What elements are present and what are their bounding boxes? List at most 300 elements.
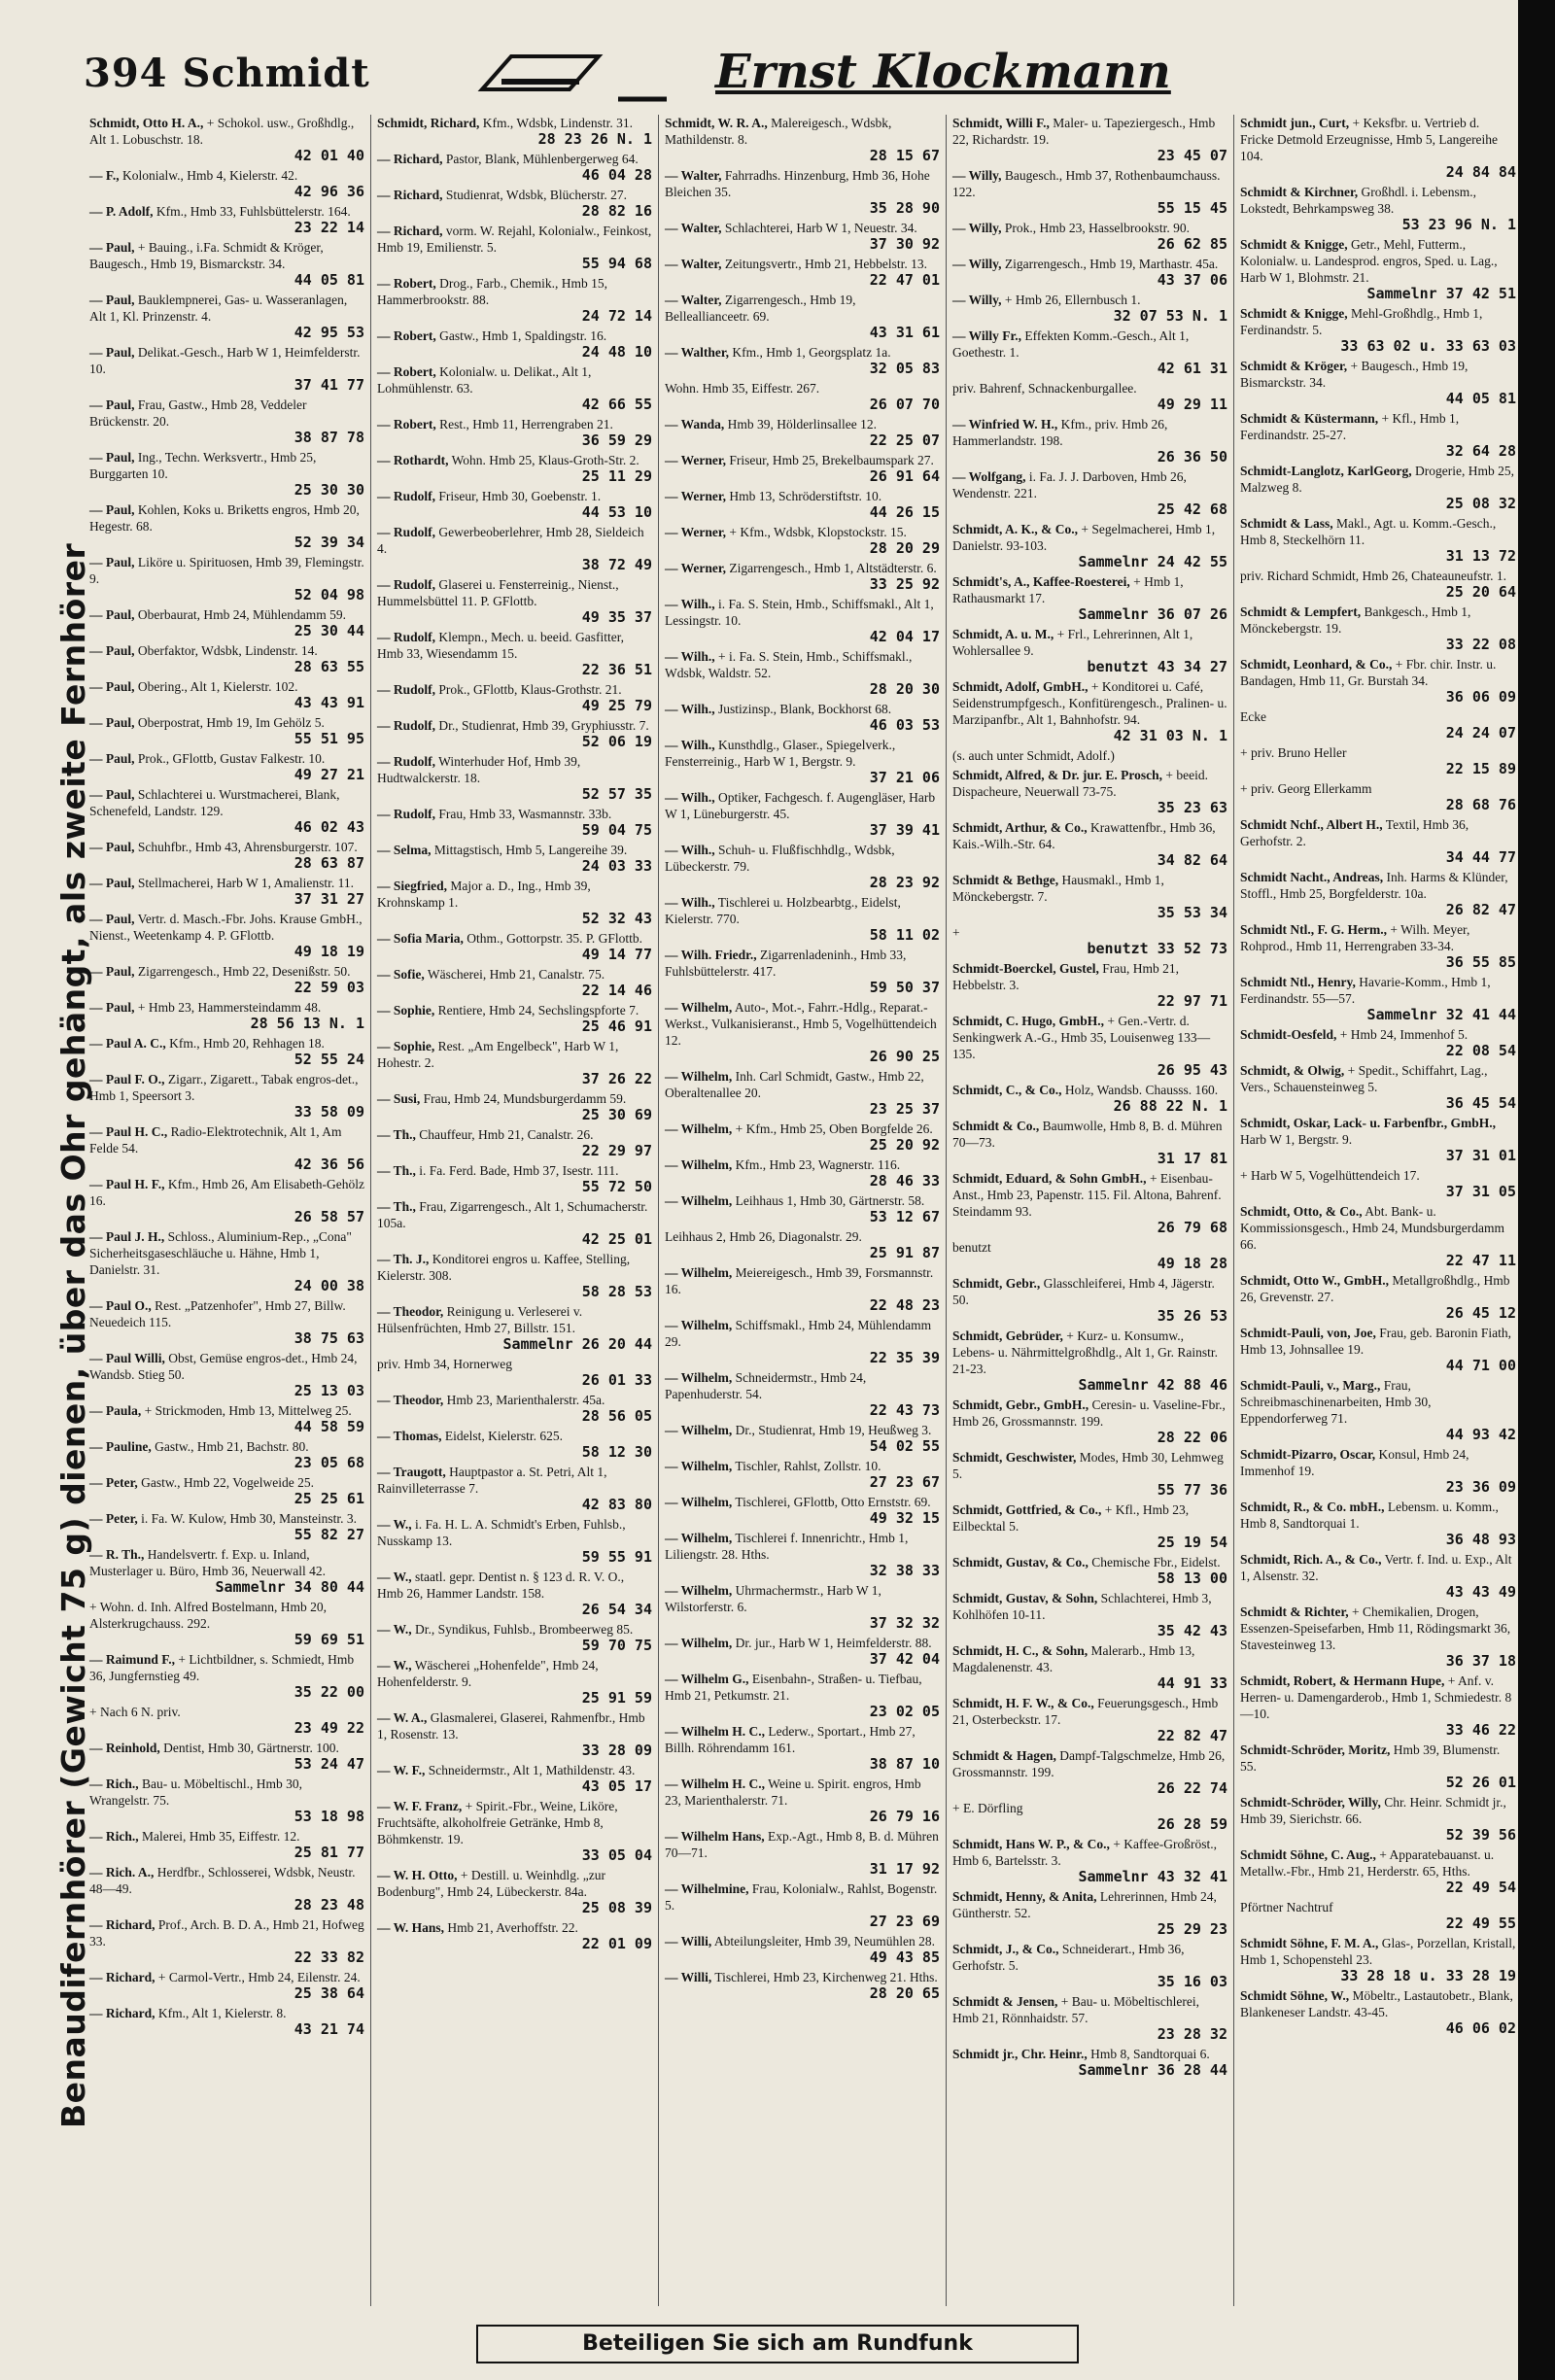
entry-phone: 44 93 42 bbox=[1445, 1426, 1516, 1443]
entry-name: — W. H. Otto, bbox=[377, 1868, 458, 1882]
directory-entry bbox=[1240, 184, 1516, 233]
entry-details: Mehl-Großhdlg., Hmb 1, Ferdinandstr. 5. bbox=[1240, 306, 1483, 337]
entry-name: — W., bbox=[377, 1622, 412, 1637]
directory-entry bbox=[377, 1198, 652, 1248]
entry-phone: 23 28 32 bbox=[1157, 2025, 1227, 2043]
entry-name: — Paul, bbox=[89, 912, 135, 926]
entry-name: — Rich., bbox=[89, 1829, 139, 1844]
entry-details: Zigarr., Zigarett., Tabak engros-det., Hmb 1, Speersort 3. bbox=[89, 1072, 359, 1103]
entry-name: — Traugott, bbox=[377, 1465, 446, 1479]
entry-details: + Spirit.-Fbr., Weine, Liköre, Fruchtsäfte, alkoholfreie Getränke, Hmb 8, Böhmkenstr. 19. bbox=[377, 1799, 618, 1846]
directory-entry bbox=[952, 1239, 1227, 1272]
entry-name: — Robert, bbox=[377, 328, 436, 343]
directory-columns bbox=[84, 115, 1522, 2306]
entry-details: + Strickmoden, Hmb 13, Mittelweg 25. bbox=[144, 1403, 352, 1418]
entry-phone: 46 02 43 bbox=[294, 818, 364, 836]
entry-name: Schmidt, Eduard, & Sohn GmbH., bbox=[952, 1171, 1147, 1186]
page-edge bbox=[1518, 0, 1555, 2380]
entry-name: Schmidt Nacht., Andreas, bbox=[1240, 870, 1384, 884]
directory-entry bbox=[89, 750, 364, 783]
entry-details: Harb W 1, Bergstr. 9. bbox=[1240, 1132, 1353, 1147]
entry-name: Schmidt, R., & Co. mbH., bbox=[1240, 1500, 1385, 1514]
directory-entry bbox=[952, 1941, 1227, 1990]
entry-name: — Peter, bbox=[89, 1475, 138, 1490]
entry-details: i. Fa. Ferd. Bade, Hmb 37, Isestr. 111. bbox=[419, 1163, 619, 1178]
entry-phone: 24 00 38 bbox=[294, 1277, 364, 1294]
entry-name: — Winfried W. H., bbox=[952, 417, 1058, 431]
entry-details: Bauklempnerei, Gas- u. Wasseranlagen, Alt 1, Kl. Prinzenstr. 4. bbox=[89, 293, 348, 324]
entry-phone: 36 45 54 bbox=[1445, 1094, 1516, 1112]
entry-name: — Wilhelm, bbox=[665, 1265, 733, 1280]
directory-entry bbox=[1240, 921, 1516, 971]
directory-entry bbox=[89, 1176, 364, 1225]
entry-details: benutzt bbox=[952, 1240, 991, 1255]
entry-phone: 25 91 59 bbox=[581, 1689, 652, 1707]
entry-details: Weine u. Spirit. engros, Hmb 23, Marienthalerstr. 71. bbox=[665, 1776, 921, 1808]
entry-name: — Paul H. C., bbox=[89, 1124, 168, 1139]
entry-phone: 33 25 92 bbox=[869, 575, 940, 593]
entry-details: Baugesch., Hmb 37, Rothenbaumchauss. 122. bbox=[952, 168, 1221, 199]
entry-name: Schmidt, Geschwister, bbox=[952, 1450, 1077, 1465]
directory-entry bbox=[665, 344, 940, 377]
entry-phone: 36 37 18 bbox=[1445, 1652, 1516, 1670]
entry-name: — Willy, bbox=[952, 221, 1002, 235]
entry-phone: 26 82 47 bbox=[1445, 901, 1516, 918]
entry-details: Schneiderart., Hmb 36, Gerhofstr. 5. bbox=[952, 1942, 1185, 1973]
entry-phone: 53 24 47 bbox=[294, 1755, 364, 1773]
entry-name: — Werner, bbox=[665, 453, 726, 467]
directory-entry bbox=[665, 560, 940, 593]
directory-entry bbox=[89, 554, 364, 604]
directory-entry bbox=[89, 1035, 364, 1068]
entry-phone: 23 22 14 bbox=[294, 219, 364, 236]
directory-entry bbox=[952, 1836, 1227, 1885]
entry-details: Herdfbr., Schlosserei, Wdsbk, Neustr. 48—49. bbox=[89, 1865, 356, 1896]
entry-details: Optiker, Fachgesch. f. Augengläser, Harb W 1, Lüneburgerstr. 45. bbox=[665, 790, 936, 821]
entry-name: Schmidt & Knigge, bbox=[1240, 237, 1348, 252]
entry-name: — Rothardt, bbox=[377, 453, 449, 467]
entry-details: Schlachterei, Hmb 3, Kohlhöfen 10-11. bbox=[952, 1591, 1212, 1622]
entry-details: + i. Fa. S. Stein, Hmb., Schiffsmakl., Wdsbk, Waldstr. 52. bbox=[665, 649, 913, 680]
entry-details: Krawattenfbr., Hmb 36, Kais.-Wilh.-Str. 64. bbox=[952, 820, 1216, 851]
directory-column bbox=[947, 115, 1234, 2306]
directory-entry bbox=[952, 115, 1227, 164]
entry-details: + Fbr. chir. Instr. u. Bandagen, Hmb 11, Gr. Burstah 34. bbox=[1240, 657, 1497, 688]
entry-name: — Wilhelm Hans, bbox=[665, 1829, 765, 1844]
entry-phone: 34 44 77 bbox=[1445, 848, 1516, 866]
entry-details: + Kurz- u. Konsumw., Lebens- u. Nährmittelgroßhdlg., Alt 1, Gr. Rainstr. 21-23. bbox=[952, 1328, 1218, 1376]
entry-phone: 28 82 16 bbox=[581, 202, 652, 220]
entry-phone: 28 63 87 bbox=[294, 854, 364, 872]
entry-name: — Werner, bbox=[665, 489, 726, 503]
entry-details: Exp.-Agt., Hmb 8, B. d. Mühren 70—71. bbox=[665, 1829, 939, 1860]
directory-entry bbox=[377, 1657, 652, 1707]
entry-details: Prok., Hmb 23, Hasselbrookstr. 90. bbox=[1004, 221, 1191, 235]
entry-details: Drog., Farb., Chemik., Hmb 15, Hammerbrookstr. 88. bbox=[377, 276, 607, 307]
entry-name: — W., bbox=[377, 1569, 412, 1584]
entry-details: Konsul, Hmb 24, Immenhof 19. bbox=[1240, 1447, 1469, 1478]
entry-details: Dentist, Hmb 30, Gärtnerstr. 100. bbox=[163, 1741, 339, 1755]
entry-name: — Walther, bbox=[665, 345, 730, 360]
entry-details: + priv. Bruno Heller bbox=[1240, 745, 1347, 760]
entry-phone: 37 31 27 bbox=[294, 890, 364, 908]
entry-details: + Nach 6 N. priv. bbox=[89, 1705, 181, 1719]
typewriter-logo-icon bbox=[472, 43, 686, 109]
entry-name: — Wilhelm, bbox=[665, 1318, 733, 1332]
entry-name: — Richard, bbox=[377, 188, 443, 202]
entry-details: i. Fa. W. Kulow, Hmb 30, Mansteinstr. 3. bbox=[141, 1511, 357, 1526]
directory-entry bbox=[89, 911, 364, 960]
entry-details: Getr., Mehl, Futterm., Kolonialw. u. Landesprod. engros, Sped. u. Lag., Harb W 1, Blohmstr. 21. bbox=[1240, 237, 1498, 285]
entry-name: — Susi, bbox=[377, 1091, 421, 1106]
directory-entry bbox=[89, 1297, 364, 1347]
entry-phone: 42 95 53 bbox=[294, 324, 364, 341]
entry-details: Rest. „Am Engelbeck", Harb W 1, Hohestr. 2. bbox=[377, 1039, 619, 1070]
entry-phone: 49 27 21 bbox=[294, 766, 364, 783]
entry-name: Schmidt, Willi F., bbox=[952, 116, 1050, 130]
entry-name: — Rudolf, bbox=[377, 577, 436, 592]
directory-entry bbox=[665, 167, 940, 217]
entry-phone: 34 82 64 bbox=[1157, 851, 1227, 869]
entry-details: Inh. Carl Schmidt, Gastw., Hmb 22, Oberaltenallee 20. bbox=[665, 1069, 924, 1100]
entry-details: Eidelst, Kielerstr. 625. bbox=[444, 1429, 564, 1443]
entry-phone: 22 82 47 bbox=[1157, 1727, 1227, 1744]
entry-name: — Wilhelm, bbox=[665, 1193, 733, 1208]
entry-phone: 28 23 92 bbox=[869, 874, 940, 891]
entry-phone: 22 36 51 bbox=[581, 661, 652, 678]
entry-details: + Apparatebauanst. u. Metallw.-Fbr., Hmb 21, Herderstr. 65, Hths. bbox=[1240, 1847, 1495, 1879]
entry-name: — Wilh., bbox=[665, 738, 715, 752]
directory-entry bbox=[665, 842, 940, 891]
entry-details: Gewerbeoberlehrer, Hmb 28, Sieldeich 4. bbox=[377, 525, 644, 556]
entry-phone: 59 04 75 bbox=[581, 821, 652, 839]
entry-details: Gastw., Hmb 1, Spaldingstr. 16. bbox=[439, 328, 607, 343]
directory-column bbox=[659, 115, 947, 2306]
entry-name: — Richard, bbox=[89, 1970, 156, 1984]
directory-entry bbox=[952, 521, 1227, 570]
directory-entry bbox=[952, 1590, 1227, 1639]
entry-phone: 23 36 09 bbox=[1445, 1478, 1516, 1496]
entry-name: — Sophie, bbox=[377, 1003, 435, 1018]
entry-details: + Destill. u. Weinhdlg. „zur Bodenburg", Hmb 24, Lübeckerstr. 84a. bbox=[377, 1868, 606, 1899]
entry-details: Chemische Fbr., Eidelst. bbox=[1091, 1555, 1221, 1569]
entry-details: Schiffsmakl., Hmb 24, Mühlendamm 29. bbox=[665, 1318, 932, 1349]
entry-details: Rest., Hmb 11, Herrengraben 21. bbox=[439, 417, 613, 431]
directory-entry bbox=[952, 872, 1227, 921]
entry-details: Lehrerinnen, Hmb 24, Güntherstr. 52. bbox=[952, 1889, 1217, 1920]
entry-phone: 22 49 54 bbox=[1445, 1879, 1516, 1896]
directory-entry bbox=[952, 1800, 1227, 1833]
directory-entry bbox=[665, 894, 940, 944]
entry-phone: 37 26 22 bbox=[581, 1070, 652, 1087]
entry-phone: 35 23 63 bbox=[1157, 799, 1227, 816]
entry-details: + Kfl., Hmb 23, Eilbecktal 5. bbox=[952, 1502, 1190, 1534]
entry-name: — W. Hans, bbox=[377, 1920, 445, 1935]
directory-entry bbox=[1240, 410, 1516, 460]
entry-phone: 25 42 68 bbox=[1157, 500, 1227, 518]
entry-name: — W. A., bbox=[377, 1710, 428, 1725]
directory-entry bbox=[1240, 604, 1516, 653]
directory-entry bbox=[89, 1651, 364, 1701]
entry-details: Hmb 23, Marienthalerstr. 45a. bbox=[446, 1393, 605, 1407]
entry-name: — Walter, bbox=[665, 221, 722, 235]
entry-phone: 25 25 61 bbox=[294, 1490, 364, 1507]
entry-phone: 26 45 12 bbox=[1445, 1304, 1516, 1322]
entry-name: — Paul, bbox=[89, 787, 135, 802]
entry-phone: 27 23 69 bbox=[869, 1913, 940, 1930]
directory-entry bbox=[952, 220, 1227, 253]
entry-details: Bankgesch., Hmb 1, Mönckebergstr. 19. bbox=[1240, 604, 1471, 636]
entry-phone: 28 15 67 bbox=[869, 147, 940, 164]
entry-name: — R. Th., bbox=[89, 1547, 145, 1562]
entry-name: Schmidt, Gebr., GmbH., bbox=[952, 1397, 1089, 1412]
entry-details: priv. Richard Schmidt, Hmb 26, Chateauneufstr. 1. bbox=[1240, 569, 1506, 583]
entry-details: Bau- u. Möbeltischl., Hmb 30, Wrangelstr. 75. bbox=[89, 1776, 302, 1808]
directory-entry bbox=[952, 167, 1227, 217]
directory-entry bbox=[1240, 1203, 1516, 1269]
entry-phone: 59 69 51 bbox=[294, 1631, 364, 1648]
entry-name: Schmidt Nchf., Albert H., bbox=[1240, 817, 1383, 832]
directory-entry bbox=[952, 1082, 1227, 1115]
entry-phone: 22 35 39 bbox=[869, 1349, 940, 1366]
directory-entry bbox=[1240, 816, 1516, 866]
entry-name: — Raimund F., bbox=[89, 1652, 176, 1667]
entry-details: Leihhaus 1, Hmb 30, Gärtnerstr. 58. bbox=[735, 1193, 925, 1208]
directory-entry bbox=[377, 1569, 652, 1618]
entry-name: — Willy, bbox=[952, 293, 1002, 307]
entry-details: Zigarrengesch., Hmb 19, Belleallianceetr. 69. bbox=[665, 293, 856, 324]
entry-phone: 55 51 95 bbox=[294, 730, 364, 747]
entry-phone: 33 22 08 bbox=[1445, 636, 1516, 653]
entry-phone: 46 04 28 bbox=[581, 166, 652, 184]
directory-entry bbox=[89, 397, 364, 446]
entry-details: Rest. „Patzenhofer", Hmb 27, Billw. Neuedeich 115. bbox=[89, 1298, 346, 1329]
directory-entry bbox=[89, 1916, 364, 1966]
entry-phone: 43 31 61 bbox=[869, 324, 940, 341]
directory-entry bbox=[665, 1422, 940, 1455]
directory-entry bbox=[377, 1798, 652, 1864]
directory-entry bbox=[377, 416, 652, 449]
entry-name: — Paul, bbox=[89, 293, 135, 307]
directory-entry bbox=[665, 115, 940, 164]
entry-phone: 55 15 45 bbox=[1157, 199, 1227, 217]
entry-details: Metallgroßhdlg., Hmb 26, Grevenstr. 27. bbox=[1240, 1273, 1510, 1304]
entry-name: — Willy, bbox=[952, 257, 1002, 271]
entry-details: + Hmb 26, Ellernbusch 1. bbox=[1004, 293, 1141, 307]
directory-entry bbox=[665, 1494, 940, 1527]
entry-name: — Wilhelm, bbox=[665, 1583, 733, 1598]
entry-details: Fahrradhs. Hinzenburg, Hmb 36, Hohe Bleichen 35. bbox=[665, 168, 930, 199]
entry-details: (s. auch unter Schmidt, Adolf.) bbox=[952, 748, 1115, 763]
entry-name: — Paul, bbox=[89, 876, 135, 890]
entry-phone: 23 49 22 bbox=[294, 1719, 364, 1737]
entry-phone: 33 28 18 u. 33 28 19 bbox=[1340, 1967, 1516, 1984]
entry-details: Kfm., Hmb 26, Am Elisabeth-Gehölz 16. bbox=[89, 1177, 364, 1208]
entry-phone: 49 25 79 bbox=[581, 697, 652, 714]
directory-entry bbox=[377, 1090, 652, 1123]
entry-details: Zigarrengesch., Hmb 22, Desenißstr. 50. bbox=[137, 964, 351, 979]
entry-name: — Paul A. C., bbox=[89, 1036, 166, 1051]
entry-name: — Wilhelm, bbox=[665, 1069, 733, 1084]
entry-details: + Carmol-Vertr., Hmb 24, Eilenstr. 24. bbox=[157, 1970, 361, 1984]
entry-name: — Wilhelm H. C., bbox=[665, 1776, 766, 1791]
entry-details: i. Fa. H. L. A. Schmidt's Erben, Fuhlsb., Nusskamp 13. bbox=[377, 1517, 626, 1548]
entry-name: — Paula, bbox=[89, 1403, 142, 1418]
directory-entry bbox=[952, 1501, 1227, 1551]
entry-name: Schmidt, Hans W. P., & Co., bbox=[952, 1837, 1110, 1851]
directory-entry bbox=[1240, 305, 1516, 355]
entry-details: Hmb 39, Hölderlinsallee 12. bbox=[727, 417, 878, 431]
entry-phone: 31 17 81 bbox=[1157, 1150, 1227, 1167]
directory-entry bbox=[952, 1695, 1227, 1744]
entry-phone: 38 72 49 bbox=[581, 556, 652, 573]
entry-name: — Paul, bbox=[89, 502, 135, 517]
directory-entry bbox=[89, 875, 364, 908]
directory-entry bbox=[665, 999, 940, 1065]
entry-details: Major a. D., Ing., Hmb 39, Krohnskamp 1. bbox=[377, 879, 591, 910]
entry-phone: 28 20 30 bbox=[869, 680, 940, 698]
entry-details: Kolonialw. u. Delikat., Alt 1, Lohmühlenstr. 63. bbox=[377, 364, 592, 396]
directory-entry bbox=[952, 416, 1227, 466]
entry-details: Hauptpastor a. St. Petri, Alt 1, Rainvilleterrasse 7. bbox=[377, 1465, 607, 1496]
entry-phone: 25 30 30 bbox=[294, 481, 364, 499]
directory-entry bbox=[377, 1709, 652, 1759]
entry-details: Klempn., Mech. u. beeid. Gasfitter, Hmb 33, Wiesendamm 15. bbox=[377, 630, 625, 661]
directory-entry bbox=[89, 292, 364, 341]
directory-entry bbox=[665, 1776, 940, 1825]
entry-name: — Richard, bbox=[89, 2006, 156, 2020]
directory-entry bbox=[1240, 1115, 1516, 1164]
entry-details: Oberfaktor, Wdsbk, Lindenstr. 14. bbox=[137, 643, 318, 658]
entry-name: Schmidt, A. K., & Co., bbox=[952, 522, 1079, 536]
entry-details: Schloss., Aluminium-Rep., „Cona" Sicherheitsgaseschläuche u. Hähne, Hmb 1, Danielstr. 31. bbox=[89, 1229, 352, 1277]
entry-details: Modes, Hmb 30, Lehmweg 5. bbox=[952, 1450, 1224, 1481]
directory-entry bbox=[952, 256, 1227, 289]
entry-details: Oberbaurat, Hmb 24, Mühlendamm 59. bbox=[137, 607, 346, 622]
entry-details: + Harb W 5, Vogelhüttendeich 17. bbox=[1240, 1168, 1420, 1183]
entry-details: + Hmb 24, Immenhof 5. bbox=[1339, 1027, 1469, 1042]
entry-name: — Richard, bbox=[377, 152, 443, 166]
directory-entry bbox=[665, 488, 940, 521]
directory-entry bbox=[665, 1317, 940, 1366]
entry-details: Tischlerei, Hmb 23, Kirchenweg 21. Hths. bbox=[714, 1970, 938, 1984]
entry-name: Schmidt, J., & Co., bbox=[952, 1942, 1059, 1956]
directory-entry bbox=[89, 1123, 364, 1173]
directory-entry bbox=[952, 1013, 1227, 1079]
entry-name: Schmidt & Kirchner, bbox=[1240, 185, 1359, 199]
entry-phone: 37 31 01 bbox=[1445, 1147, 1516, 1164]
entry-phone: 28 56 05 bbox=[581, 1407, 652, 1425]
entry-name: — Rudolf, bbox=[377, 718, 436, 733]
entry-phone: 52 55 24 bbox=[294, 1051, 364, 1068]
entry-name: — Paul H. F., bbox=[89, 1177, 165, 1191]
entry-name: Schmidt's, A., Kaffee-Roesterei, bbox=[952, 574, 1130, 589]
entry-name: — Paul, bbox=[89, 555, 135, 569]
entry-details: Havarie-Komm., Hmb 1, Ferdinandstr. 55—57. bbox=[1240, 975, 1491, 1006]
section-title: Schmidt bbox=[182, 51, 370, 96]
directory-entry bbox=[377, 524, 652, 573]
entry-name: Schmidt & Richter, bbox=[1240, 1604, 1349, 1619]
entry-details: + Bauing., i.Fa. Schmidt & Kröger, Baugesch., Hmb 19, Bismarckstr. 34. bbox=[89, 240, 324, 271]
entry-details: Ing., Techn. Werksvertr., Hmb 25, Burggarten 10. bbox=[89, 450, 317, 481]
entry-details: Frau, Zigarrengesch., Alt 1, Schumacherstr. 105a. bbox=[377, 1199, 648, 1230]
entry-name: Schmidt, Adolf, GmbH., bbox=[952, 679, 1088, 694]
page-number: 394 Schmidt bbox=[84, 51, 370, 96]
entry-details: + Kfm., Hmb 25, Oben Borgfelde 26. bbox=[735, 1121, 933, 1136]
entry-details: Ecke bbox=[1240, 709, 1266, 724]
entry-phone: 42 31 03 N. 1 bbox=[1113, 727, 1227, 744]
directory-entry bbox=[377, 806, 652, 839]
entry-name: Schmidt-Schröder, Willy, bbox=[1240, 1795, 1381, 1810]
entry-name: Schmidt-Oesfeld, bbox=[1240, 1027, 1337, 1042]
entry-details: Delikat.-Gesch., Harb W 1, Heimfelderstr. 10. bbox=[89, 345, 361, 376]
entry-name: — Willy Fr., bbox=[952, 328, 1022, 343]
directory-entry bbox=[1240, 1551, 1516, 1601]
entry-name: Schmidt, Alfred, & Dr. jur. E. Prosch, bbox=[952, 768, 1163, 782]
directory-entry bbox=[377, 1919, 652, 1952]
directory-entry bbox=[952, 573, 1227, 623]
entry-name: — Wilhelm, bbox=[665, 1121, 733, 1136]
directory-entry bbox=[377, 1867, 652, 1916]
directory-entry bbox=[1240, 568, 1516, 601]
directory-entry bbox=[377, 363, 652, 413]
directory-entry bbox=[665, 1530, 940, 1579]
directory-entry bbox=[377, 1392, 652, 1425]
directory-entry bbox=[665, 1635, 940, 1668]
entry-details: Kfm., Hmb 23, Wagnerstr. 116. bbox=[735, 1157, 901, 1172]
directory-entry bbox=[665, 1192, 940, 1225]
entry-phone: 23 02 05 bbox=[869, 1703, 940, 1720]
entry-details: Obst, Gemüse engros-det., Hmb 24, Wandsb. Stieg 50. bbox=[89, 1351, 358, 1382]
entry-details: Großhdl. i. Lebensm., Lokstedt, Behrkampsweg 38. bbox=[1240, 185, 1476, 216]
directory-entry bbox=[952, 767, 1227, 816]
entry-phone: 33 63 02 u. 33 63 03 bbox=[1340, 337, 1516, 355]
entry-details: Uhrmachermstr., Harb W 1, Wilstorferstr. 6. bbox=[665, 1583, 881, 1614]
entry-details: + priv. Georg Ellerkamm bbox=[1240, 781, 1372, 796]
entry-phone: 28 23 48 bbox=[294, 1896, 364, 1914]
entry-details: Wohn. Hmb 35, Eiffestr. 267. bbox=[665, 381, 820, 396]
directory-entry bbox=[377, 115, 652, 148]
entry-phone: 59 55 91 bbox=[581, 1548, 652, 1566]
directory-entry bbox=[89, 1350, 364, 1399]
directory-entry bbox=[665, 1969, 940, 2002]
directory-entry bbox=[665, 452, 940, 485]
entry-phone: 26 91 64 bbox=[869, 467, 940, 485]
entry-phone: 32 07 53 N. 1 bbox=[1113, 307, 1227, 325]
entry-phone: 24 72 14 bbox=[581, 307, 652, 325]
entry-name: — Rudolf, bbox=[377, 682, 436, 697]
entry-details: + E. Dörfling bbox=[952, 1801, 1023, 1815]
entry-details: Drogerie, Hmb 25, Malzweg 8. bbox=[1240, 464, 1514, 495]
entry-phone: 22 33 82 bbox=[294, 1949, 364, 1966]
entry-phone: 44 91 33 bbox=[1157, 1674, 1227, 1692]
entry-phone: 52 06 19 bbox=[581, 733, 652, 750]
entry-name: — Siegfried, bbox=[377, 879, 447, 893]
entry-name: Schmidt, Leonhard, & Co., bbox=[1240, 657, 1393, 672]
entry-phone: 22 97 71 bbox=[1157, 992, 1227, 1010]
directory-entry bbox=[1240, 1935, 1516, 1984]
entry-name: — Werner, bbox=[665, 561, 726, 575]
entry-phone: 24 48 10 bbox=[581, 343, 652, 361]
entry-details: Schneidermstr., Hmb 24, Papenhuderstr. 54. bbox=[665, 1370, 867, 1401]
entry-details: Frau, Schreibmaschinenarbeiten, Hmb 30, Eppendorferweg 71. bbox=[1240, 1378, 1432, 1426]
entry-name: — Robert, bbox=[377, 364, 436, 379]
entry-phone: 38 87 10 bbox=[869, 1755, 940, 1773]
entry-name: Schmidt, Richard, bbox=[377, 116, 480, 130]
entry-phone: 25 08 39 bbox=[581, 1899, 652, 1916]
directory-entry bbox=[952, 924, 1227, 957]
entry-details: + Hmb 1, Rathausmarkt 17. bbox=[952, 574, 1184, 605]
